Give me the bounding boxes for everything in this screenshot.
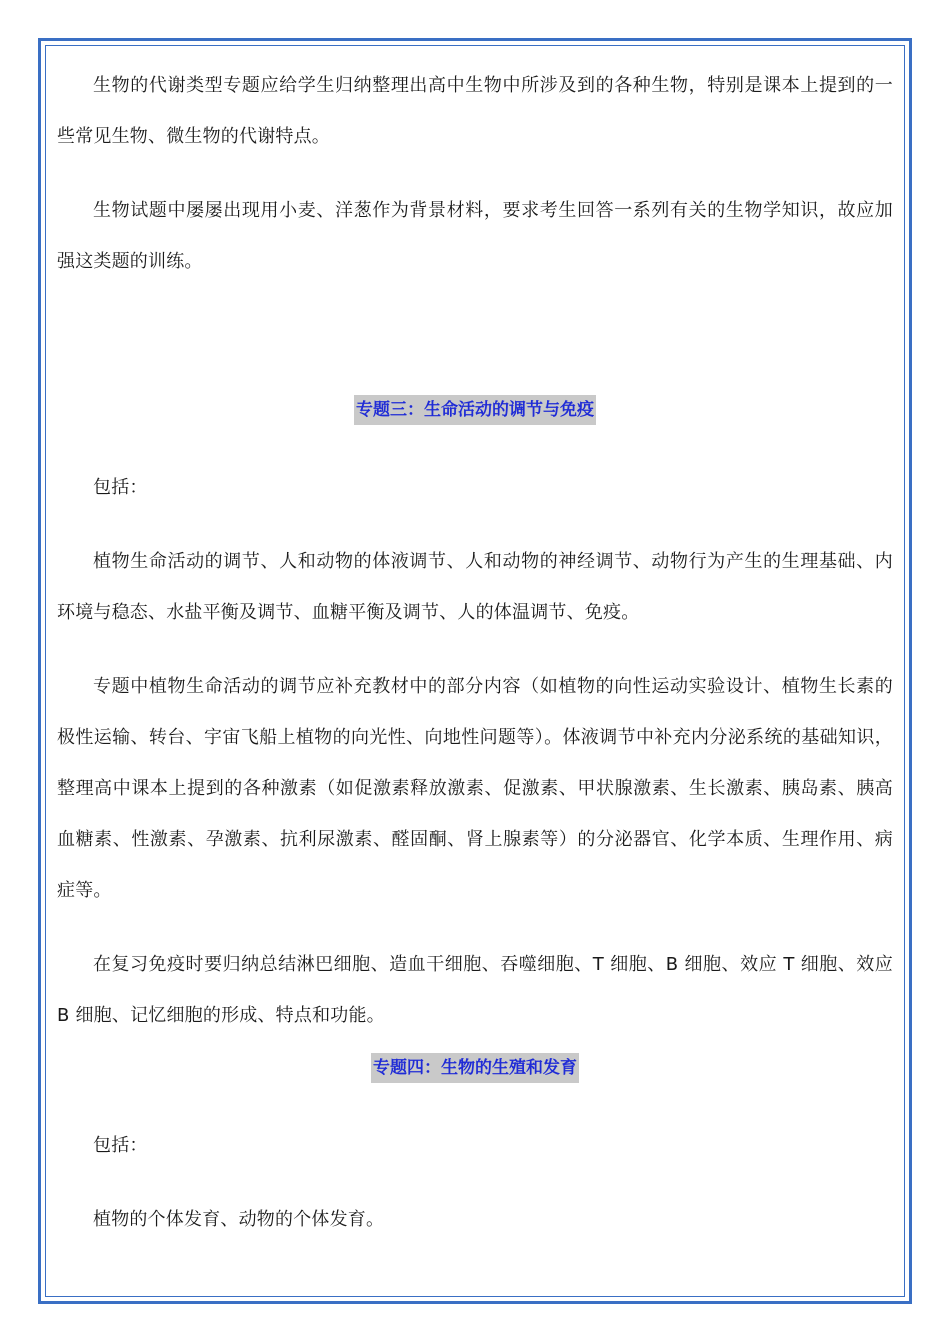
section4-heading-wrap — [57, 1053, 893, 1083]
section3-heading: 专题三：生命活动的调节与免疫 — [354, 395, 596, 425]
section4-topics: 植物的个体发育、动物的个体发育。 — [93, 1209, 385, 1230]
section3-heading-wrap — [57, 395, 893, 425]
intro-paragraph-metabolism: 生物的代谢类型专题应给学生归纳整理出高中生物中所涉及到的各种生物，特别是课本上提到的一些常见生物、微生物的代谢特点。 — [57, 75, 893, 147]
section3-note-immunity: 在复习免疫时要归纳总结淋巴细胞、造血干细胞、吞噬细胞、T 细胞、B 细胞、效应 T 细胞、效应 B 细胞、记忆细胞的形成、特点和功能。 — [57, 954, 893, 1026]
section4-heading: 专题四：生物的生殖和发育 — [371, 1053, 579, 1083]
section3-note-regulation: 专题中植物生命活动的调节应补充教材中的部分内容（如植物的向性运动实验设计、植物生长素的极性运输、转台、宇宙飞船上植物的向光性、向地性问题等）。体液调节中补充内分泌系统的基础知识，整理高中课本上提到的各种激素（如促激素释放激素、促激素、甲状腺激素、生长激素、胰岛素、胰高血糖素、性激素、孕激素、抗利尿激素、醛固酮、肾上腺素等）的分泌器官、化学本质、生理作用、病症等。 — [57, 676, 893, 901]
section4-label: 包括： — [93, 1135, 148, 1156]
intro-paragraph-training: 生物试题中屡屡出现用小麦、洋葱作为背景材料，要求考生回答一系列有关的生物学知识，故应加强这类题的训练。 — [57, 200, 893, 272]
section3-topics: 植物生命活动的调节、人和动物的体液调节、人和动物的神经调节、动物行为产生的生理基础、内环境与稳态、水盐平衡及调节、血糖平衡及调节、人的体温调节、免疫。 — [57, 551, 893, 623]
section3-label: 包括： — [93, 477, 148, 498]
document-body — [57, 60, 893, 1245]
